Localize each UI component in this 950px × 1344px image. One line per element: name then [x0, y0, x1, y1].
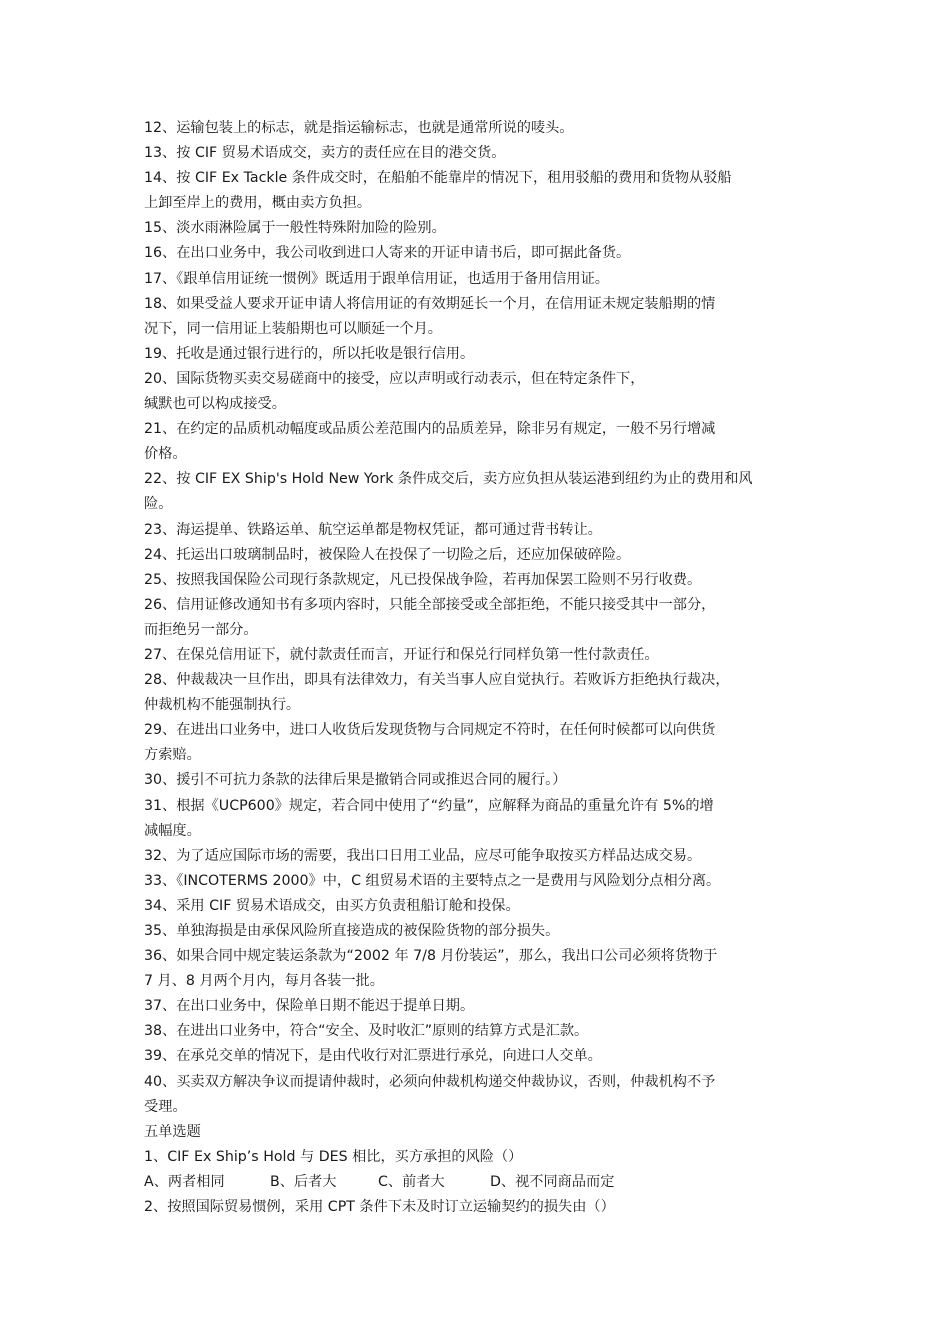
- question-line: 险。: [144, 496, 173, 513]
- true-false-question-list: [144, 116, 812, 1120]
- question-line: 22、按 CIF EX Ship's Hold New York 条件成交后，卖方应负担从装运港到纽约为止的费用和风: [144, 471, 753, 488]
- question-item: [144, 869, 812, 894]
- question-line: 12、运输包装上的标志，就是指运输标志，也就是通常所说的唛头。: [144, 120, 574, 136]
- question-line: 17、《跟单信用证统一惯例》既适用于跟单信用证，也适用于备用信用证。: [144, 270, 609, 287]
- document-body: [144, 116, 812, 1220]
- mc-option-c: C、前者大: [378, 1173, 445, 1190]
- question-line: 14、按 CIF Ex Tackle 条件成交时，在船舶不能靠岸的情况下，租用驳船的费用和货物从驳船: [144, 170, 732, 187]
- question-item: [144, 844, 812, 869]
- question-item: [144, 216, 812, 241]
- question-line: 39、在承兑交单的情况下，是由代收行对汇票进行承兑，向进口人交单。: [144, 1048, 602, 1065]
- question-item: [144, 919, 812, 944]
- question-item: [144, 668, 812, 718]
- question-line: 34、采用 CIF 贸易术语成交，由买方负责租船订舱和投保。: [144, 897, 520, 914]
- mc-question-1-options: [144, 1170, 812, 1195]
- question-line: 38、在进出口业务中，符合“安全、及时收汇”原则的结算方式是汇款。: [144, 1023, 589, 1040]
- question-line: 26、信用证修改通知书有多项内容时，只能全部接受或全部拒绝，不能只接受其中一部分，: [144, 596, 716, 613]
- question-item: [144, 518, 812, 543]
- question-line: 13、按 CIF 贸易术语成交，卖方的责任应在目的港交货。: [144, 145, 506, 162]
- question-item: [144, 367, 812, 417]
- question-line: 18、如果受益人要求开证申请人将信用证的有效期延长一个月，在信用证未规定装船期的情: [144, 295, 716, 312]
- question-item: [144, 643, 812, 668]
- question-item: [144, 292, 812, 342]
- question-item: [144, 994, 812, 1019]
- question-line: 减幅度。: [144, 822, 201, 839]
- question-line: 35、单独海损是由承保风险所直接造成的被保险货物的部分损失。: [144, 923, 560, 939]
- question-item: [144, 141, 812, 166]
- question-item: [144, 116, 812, 141]
- question-line: 23、海运提单、铁路运单、航空运单都是物权凭证，都可通过背书转让。: [144, 521, 602, 538]
- question-line: 15、淡水雨淋险属于一般性特殊附加险的险别。: [144, 220, 446, 237]
- question-line: 上卸至岸上的费用，概由卖方负担。: [144, 195, 372, 212]
- question-item: [144, 794, 812, 844]
- mc-option-d: D、视不同商品而定: [490, 1173, 615, 1190]
- question-line: 受理。: [144, 1098, 187, 1115]
- question-line: 32、为了适应国际市场的需要，我出口日用工业品，应尽可能争取按买方样品达成交易。: [144, 847, 702, 864]
- question-line: 30、援引不可抗力条款的法律后果是撤销合同或推迟合同的履行。）: [144, 772, 567, 789]
- question-item: [144, 1070, 812, 1120]
- mc-option-b: B、后者大: [270, 1173, 337, 1190]
- section-title: 五单选题: [144, 1123, 201, 1140]
- question-line: 28、仲裁裁决一旦作出，即具有法律效力，有关当事人应自觉执行。若败诉方拒绝执行裁决，: [144, 672, 730, 689]
- question-item: [144, 417, 812, 467]
- question-line: 方索赔。: [144, 747, 201, 764]
- question-line: 29、在进出口业务中，进口人收货后发现货物与合同规定不符时，在任何时候都可以向供货: [144, 722, 716, 739]
- question-item: [144, 342, 812, 367]
- question-item: [144, 241, 812, 266]
- question-line: 20、国际货物买卖交易磋商中的接受，应以声明或行动表示，但在特定条件下，: [144, 370, 645, 387]
- question-line: 36、如果合同中规定装运条款为“2002 年 7/8 月份装运”，那么，我出口公司必须将货物于: [144, 948, 718, 965]
- question-line: 19、托收是通过银行进行的，所以托收是银行信用。: [144, 345, 475, 362]
- question-line: 21、在约定的品质机动幅度或品质公差范围内的品质差异，除非另有规定，一般不另行增减: [144, 421, 716, 438]
- question-item: [144, 568, 812, 593]
- question-line: 27、在保兑信用证下，就付款责任而言，开证行和保兑行同样负第一性付款责任。: [144, 646, 659, 663]
- mc-question-2: 2、按照国际贸易惯例，采用 CPT 条件下未及时订立运输契约的损失由（）: [144, 1199, 615, 1216]
- question-line: 37、在出口业务中，保险单日期不能迟于提单日期。: [144, 998, 475, 1015]
- question-item: [144, 593, 812, 643]
- question-line: 33、《INCOTERMS 2000》中，C 组贸易术语的主要特点之一是费用与风险划分点相分离。: [144, 872, 721, 889]
- question-item: [144, 1044, 812, 1069]
- question-item: [144, 543, 812, 568]
- question-line: 仲裁机构不能强制执行。: [144, 697, 301, 714]
- question-line: 24、托运出口玻璃制品时，被保险人在投保了一切险之后，还应加保破碎险。: [144, 546, 631, 563]
- mc-option-a: A、两者相同: [144, 1173, 225, 1190]
- question-item: [144, 166, 812, 216]
- question-item: [144, 467, 812, 517]
- question-item: [144, 768, 812, 793]
- question-line: 而拒绝另一部分。: [144, 621, 258, 638]
- question-item: [144, 267, 812, 292]
- question-item: [144, 1019, 812, 1044]
- question-item: [144, 944, 812, 994]
- question-item: [144, 718, 812, 768]
- question-line: 价格。: [144, 446, 187, 463]
- question-line: 缄默也可以构成接受。: [144, 396, 286, 413]
- question-line: 40、买卖双方解决争议而提请仲裁时，必须向仲裁机构递交仲裁协议，否则，仲裁机构不予: [144, 1073, 716, 1090]
- question-line: 31、根据《UCP600》规定，若合同中使用了“约量”，应解释为商品的重量允许有 5%的增: [144, 797, 714, 814]
- question-line: 7 月、8 月两个月内，每月各装一批。: [144, 973, 384, 990]
- mc-question-1: 1、CIF Ex Ship’s Hold 与 DES 相比，买方承担的风险（）: [144, 1148, 523, 1165]
- question-item: [144, 894, 812, 919]
- question-line: 况下，同一信用证上装船期也可以顺延一个月。: [144, 320, 442, 337]
- question-line: 16、在出口业务中，我公司收到进口人寄来的开证申请书后，即可据此备货。: [144, 245, 631, 262]
- question-line: 25、按照我国保险公司现行条款规定，凡已投保战争险，若再加保罢工险则不另行收费。: [144, 571, 702, 588]
